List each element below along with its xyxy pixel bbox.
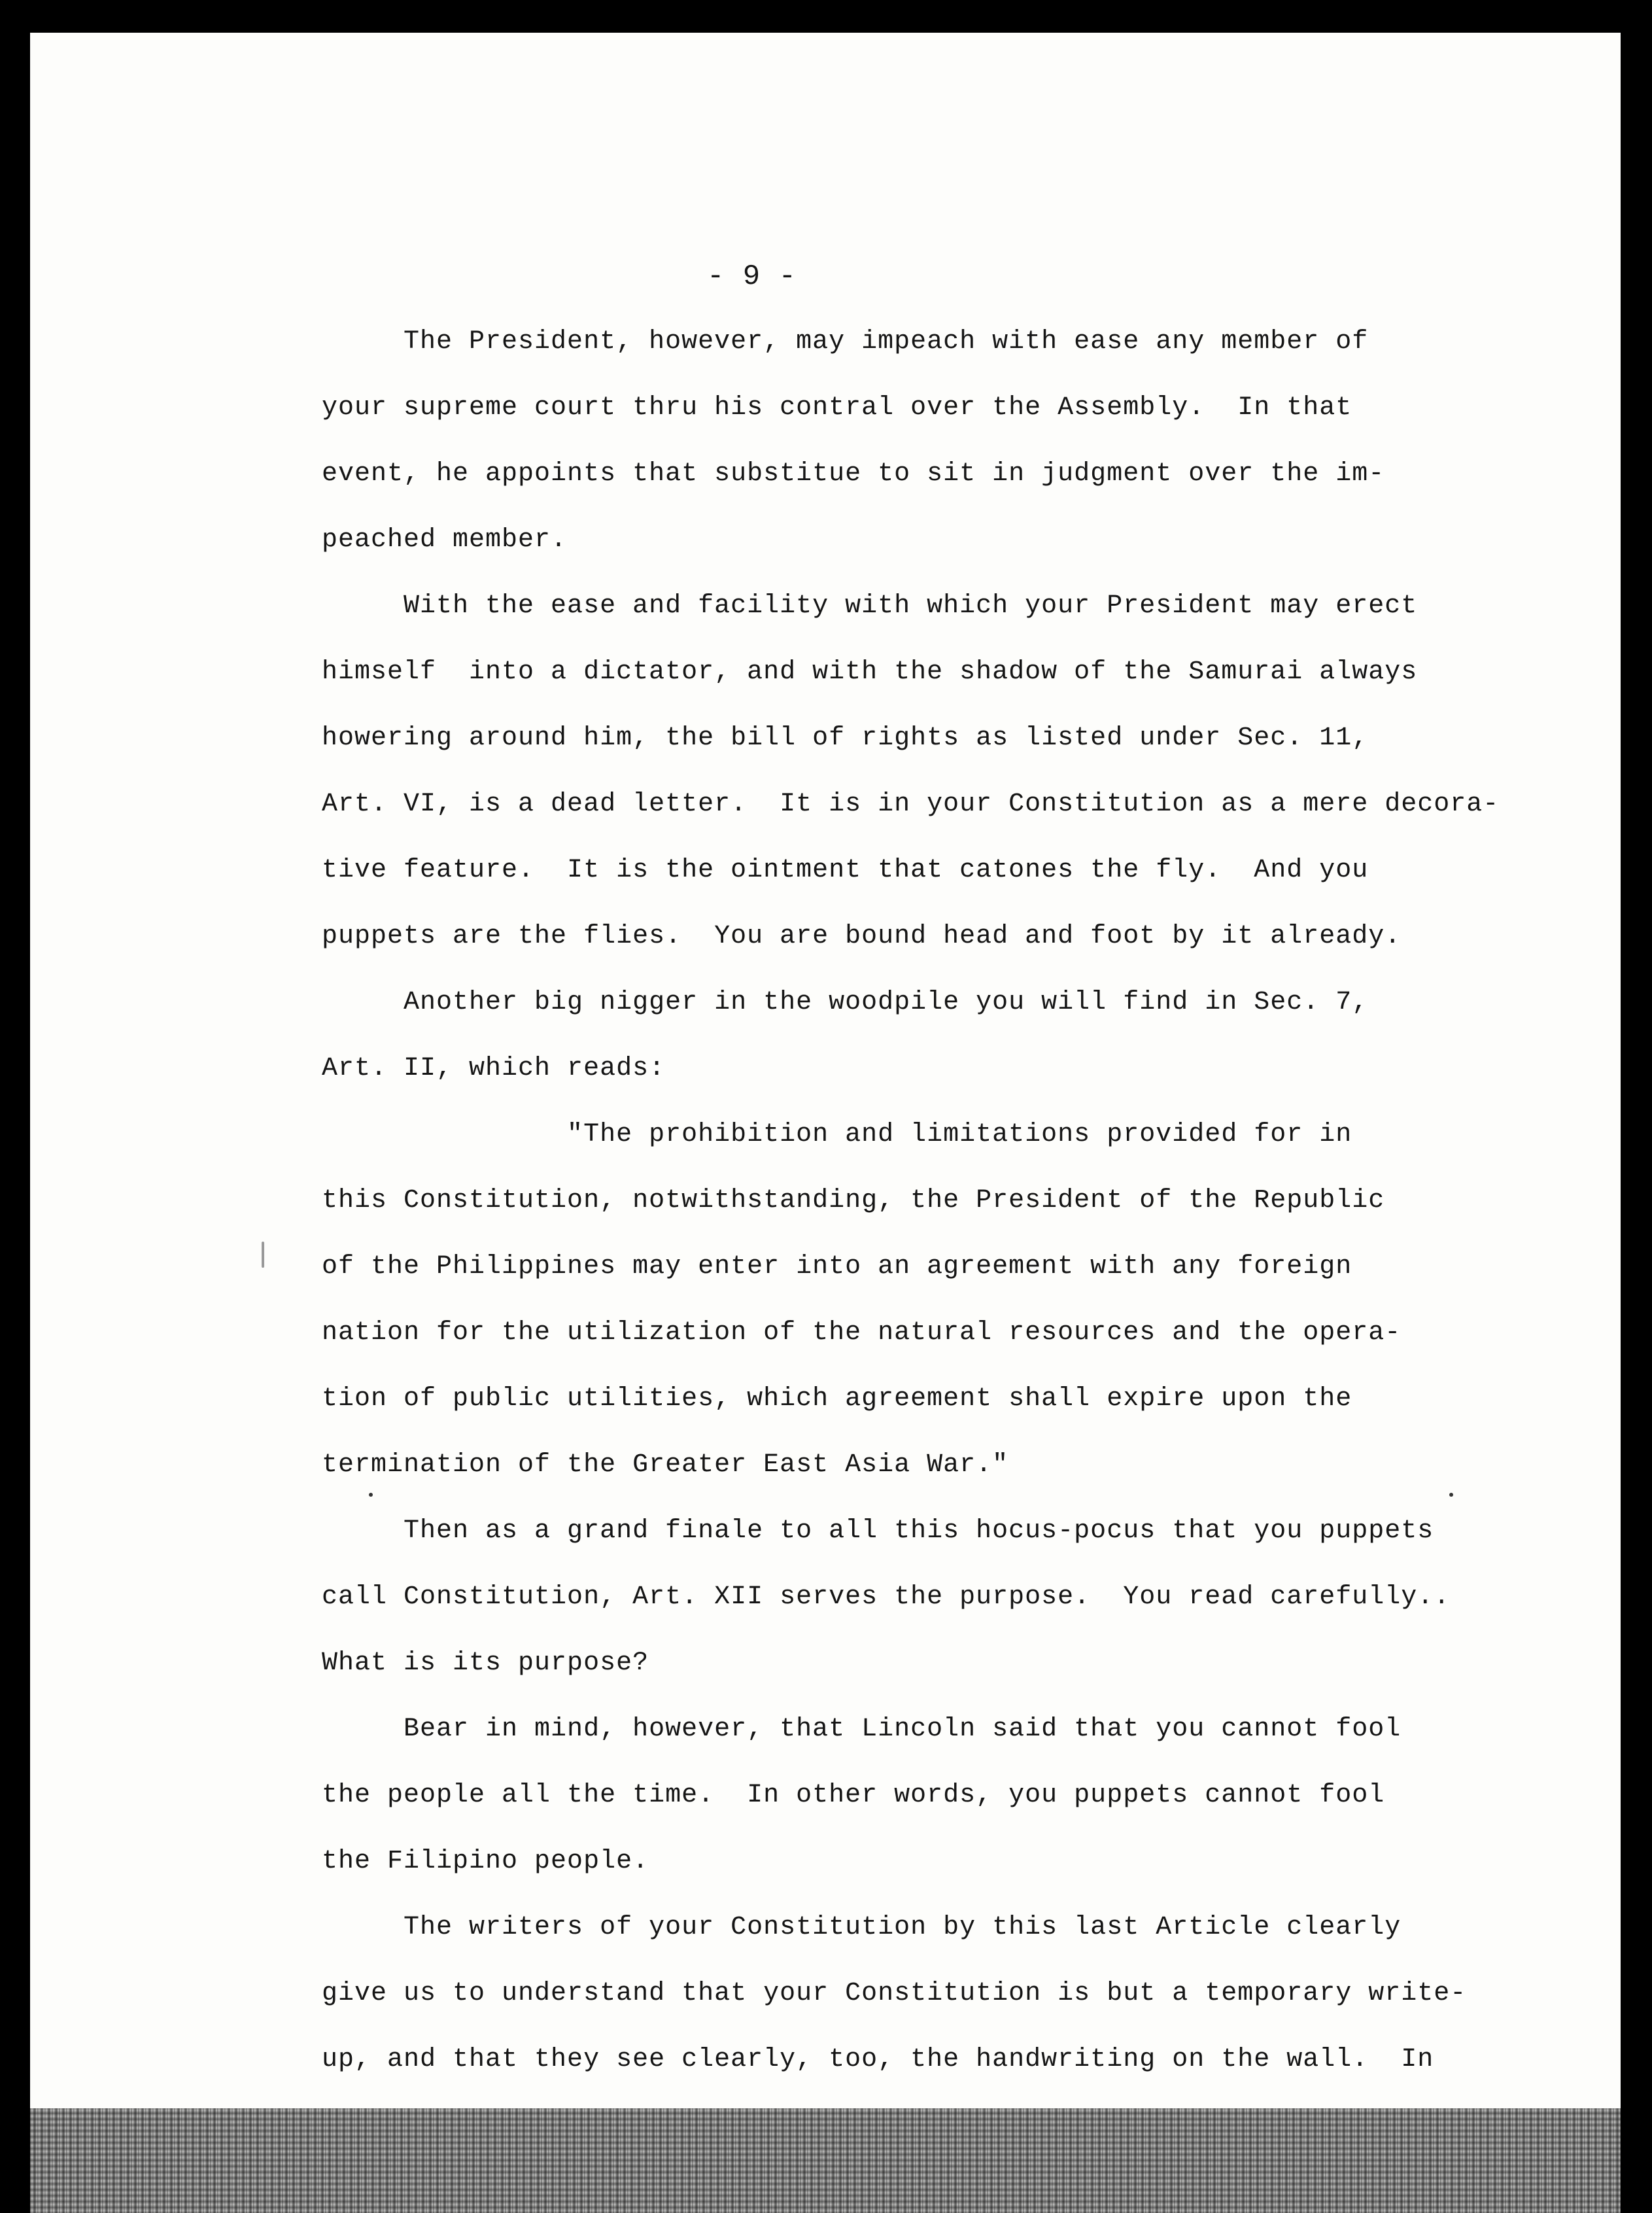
ink-speck [1449,1493,1453,1497]
text-line: What is its purpose? [322,1648,649,1678]
text-line: "The prohibition and limitations provided for in [322,1120,1352,1149]
text-line: With the ease and facility with which your President may erect [322,591,1418,621]
text-line: The writers of your Constitution by this last Article clearly [322,1913,1402,1942]
scan-noise-band [30,2108,1621,2213]
text-line: the people all the time. In other words, you puppets cannot fool [322,1781,1385,1810]
text-line: the Filipino people. [322,1847,649,1876]
text-line: peached member. [322,525,568,555]
text-line: of the Philippines may enter into an agreement with any foreign [322,1252,1352,1281]
text-line: your supreme court thru his contral over the Assembly. In that [322,393,1352,423]
document-page [30,33,1621,2213]
text-line: The President, however, may impeach with ease any member of [322,327,1369,357]
text-line: puppets are the flies. You are bound head and foot by it already. [322,922,1402,951]
text-line: this Constitution, notwithstanding, the President of the Republic [322,1186,1385,1215]
text-line: howering around him, the bill of rights as listed under Sec. 11, [322,723,1369,753]
page-number: - 9 - [707,260,797,293]
text-line: Bear in mind, however, that Lincoln said that you cannot fool [322,1715,1402,1744]
text-line: Art. VI, is a dead letter. It is in your Constitution as a mere decora- [322,790,1500,819]
text-line: up, and that they see clearly, too, the handwriting on the wall. In [322,2045,1434,2074]
text-line: call Constitution, Art. XII serves the purpose. You read carefully.. [322,1582,1451,1612]
ink-speck [262,1242,264,1268]
text-line: event, he appoints that substitue to sit in judgment over the im- [322,459,1385,489]
text-line: Another big nigger in the woodpile you will find in Sec. 7, [322,988,1369,1017]
text-line: Art. II, which reads: [322,1054,666,1083]
text-line: nation for the utilization of the natural resources and the opera- [322,1318,1402,1348]
text-line: tive feature. It is the ointment that catones the fly. And you [322,856,1369,885]
ink-speck [369,1493,373,1497]
text-line: Then as a grand finale to all this hocus-pocus that you puppets [322,1516,1434,1546]
text-line: give us to understand that your Constitution is but a temporary write- [322,1979,1467,2008]
text-line: himself into a dictator, and with the shadow of the Samurai always [322,657,1418,687]
text-line: tion of public utilities, which agreement shall expire upon the [322,1384,1352,1414]
body-text [322,327,1564,2074]
text-line: termination of the Greater East Asia War." [322,1450,1009,1480]
